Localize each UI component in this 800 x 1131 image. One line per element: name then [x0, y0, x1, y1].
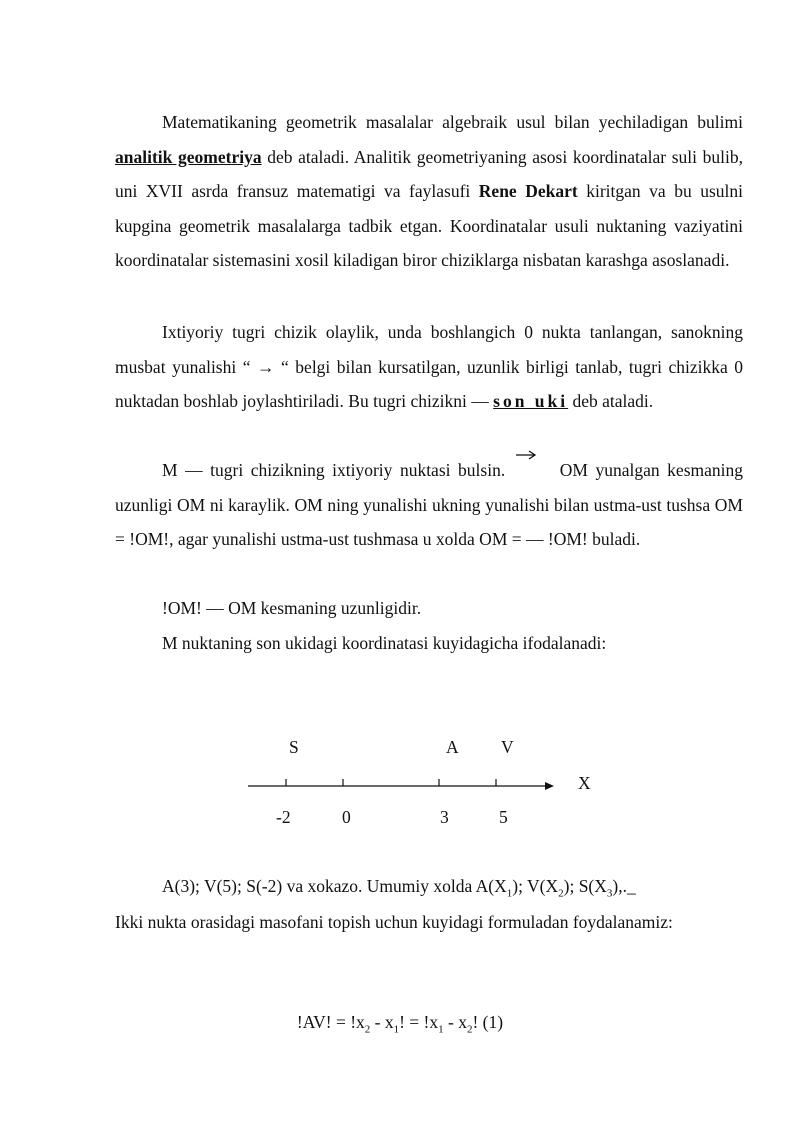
point-letter-a: A: [446, 737, 459, 757]
paragraph-coordinate-intro: M nuktaning son ukidagi koordinatasi kuyidagicha ifodalanadi:: [162, 633, 607, 653]
coord-text: ),._: [612, 876, 636, 896]
formula-part: !AV! = !x: [296, 1012, 365, 1032]
subscript: 2: [364, 1023, 371, 1036]
paragraph-directed-segment: [115, 453, 743, 557]
vector-arrow-icon: [515, 450, 537, 460]
paragraph3-pre: M — tugri chizikning ixtiyoriy nuktasi bulsin.: [162, 460, 513, 480]
tick-label-0: 0: [342, 807, 351, 827]
formula-part: - x: [443, 1012, 467, 1032]
tick-label-minus-2: -2: [276, 807, 291, 827]
coord-text: A(3); V(5); S(-2) va xokazo. Umumiy xolda A(X: [162, 876, 507, 896]
vector-om: [513, 453, 588, 488]
paragraph1-post: kiritgan va bu usulni kupgina geometrik masalalarga tadbik etgan. Koordinatalar usuli nuktaning vaziyatini koordinatalar sistemasini xosil kiladigan biror chiziklarga nisbatan karashga asoslanadi.: [115, 181, 743, 270]
paragraph-number-axis: [115, 315, 743, 419]
subscript: 1: [438, 1023, 444, 1036]
distance-formula: [0, 1012, 800, 1036]
subscript: 3: [606, 887, 613, 900]
coord-text: ); S(X: [563, 876, 607, 896]
point-letter-v: V: [501, 737, 514, 757]
formula-part: - x: [370, 1012, 394, 1032]
term-son-uki: son uki: [493, 391, 569, 411]
term-analytic-geometry: analitik geometriya: [115, 146, 262, 167]
subscript: 1: [506, 887, 513, 900]
paragraph-distance-intro: Ikki nukta orasidagi masofani topish uchun kuyidagi formuladan foydalanamiz:: [115, 912, 673, 932]
subscript: 2: [466, 1023, 473, 1036]
paragraph2-post: deb ataladi.: [568, 391, 654, 411]
paragraph-om-length: !OM! — OM kesmaning uzunligidir.: [162, 598, 422, 618]
name-rene-dekart: Rene Dekart: [478, 181, 578, 201]
point-letter-s: S: [289, 737, 299, 757]
axis-label-x: X: [578, 773, 591, 793]
subscript: 1: [393, 1023, 400, 1036]
axis-line: [0, 770, 800, 800]
paragraph2-pre: Ixtiyoriy tugri chizik olaylik, unda boshlangich 0 nukta tanlangan, sanokning musbat yunalishi “ → “ belgi bilan kursatilgan, uzunlik birligi tanlab, tugri chizikka 0 nuktadan boshlab joylashtiriladi. Bu tugri chizikni —: [115, 322, 743, 411]
paragraph3-post: yunalgan kesmaning uzunligi OM ni karaylik. OM ning yunalishi ukning yunalishi bilan ustma-ust tushsa OM = !OM!, agar yunalishi ustma-ust tushmasa u xolda OM = — !OM! buladi.: [115, 460, 743, 549]
paragraph-analytic-geometry: [115, 105, 743, 278]
formula-part: ! (1): [472, 1012, 504, 1032]
paragraph1-pre: Matematikaning geometrik masalalar algebraik usul bilan yechiladigan bulimi: [162, 112, 743, 132]
tick-label-5: 5: [499, 807, 508, 827]
vector-om-label: OM: [559, 460, 588, 480]
number-axis-figure: [0, 730, 800, 840]
subscript: 2: [558, 887, 564, 900]
formula-part: ! = !x: [399, 1012, 439, 1032]
paragraph1-mid: deb ataladi. Analitik geometriyaning asosi koordinatalar suli bulib, uni XVII asrda fransuz matematigi va faylasufi: [115, 146, 743, 201]
tick-label-3: 3: [440, 807, 449, 827]
coord-text: ); V(X: [512, 876, 559, 896]
